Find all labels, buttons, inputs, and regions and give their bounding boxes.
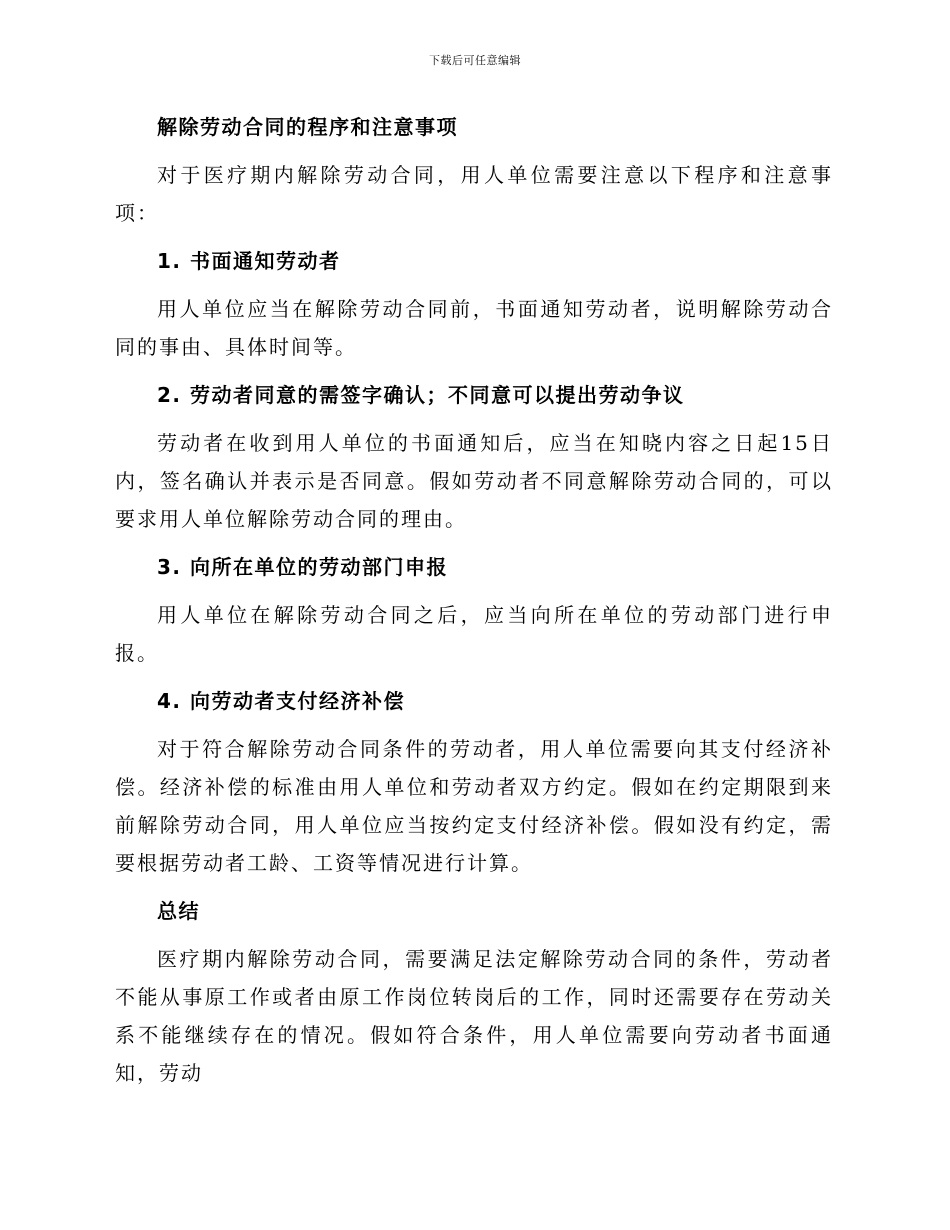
paragraph-signature-confirmation: 劳动者在收到用人单位的书面通知后，应当在知晓内容之日起15日内，签名确认并表示是否同意。假如劳动者不同意解除劳动合同的，可以要求用人单位解除劳动合同的理由。 bbox=[115, 431, 833, 531]
step-heading-economic-compensation: 4. 向劳动者支付经济补偿 bbox=[157, 689, 405, 713]
step-heading-labor-department: 3. 向所在单位的劳动部门申报 bbox=[157, 555, 448, 579]
paragraph-labor-department: 用人单位在解除劳动合同之后，应当向所在单位的劳动部门进行申报。 bbox=[115, 603, 833, 665]
section-heading-procedures: 解除劳动合同的程序和注意事项 bbox=[157, 115, 458, 139]
paragraph-summary: 医疗期内解除劳动合同，需要满足法定解除劳动合同的条件，劳动者不能从事原工作或者由原工作岗位转岗后的工作，同时还需要存在劳动关系不能继续存在的情况。假如符合条件，用人单位需要向劳动者书面通知，劳动 bbox=[115, 947, 833, 1085]
page-header-note: 下载后可任意编辑 bbox=[429, 54, 521, 67]
paragraph-intro: 对于医疗期内解除劳动合同，用人单位需要注意以下程序和注意事项： bbox=[115, 163, 833, 225]
section-heading-summary: 总结 bbox=[157, 899, 200, 923]
paragraph-economic-compensation: 对于符合解除劳动合同条件的劳动者，用人单位需要向其支付经济补偿。经济补偿的标准由用人单位和劳动者双方约定。假如在约定期限到来前解除劳动合同，用人单位应当按约定支付经济补偿。假如没有约定，需要根据劳动者工龄、工资等情况进行计算。 bbox=[115, 737, 833, 875]
step-heading-written-notice: 1. 书面通知劳动者 bbox=[157, 249, 341, 273]
paragraph-written-notice: 用人单位应当在解除劳动合同前，书面通知劳动者，说明解除劳动合同的事由、具体时间等。 bbox=[115, 297, 833, 359]
step-heading-signature-confirmation: 2. 劳动者同意的需签字确认；不同意可以提出劳动争议 bbox=[157, 383, 685, 407]
document-body bbox=[115, 110, 833, 1092]
